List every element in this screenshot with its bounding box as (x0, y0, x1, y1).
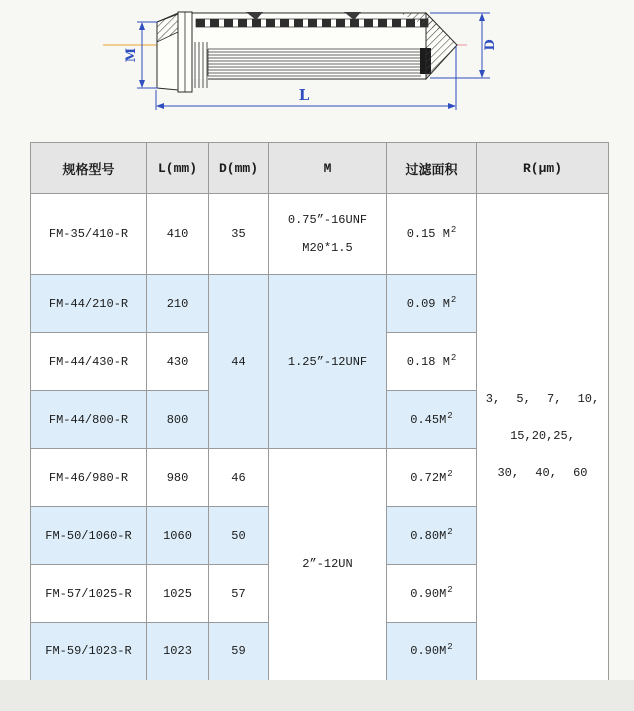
model-cell: FM-44/430-R (31, 333, 147, 391)
thread-cell: 2”-12UN (269, 449, 387, 681)
area-cell: $0.90M^2$ (387, 565, 477, 623)
dimension-m (137, 22, 158, 88)
model-cell: FM-50/1060-R (31, 507, 147, 565)
perforated-band (196, 19, 428, 27)
model-cell: FM-59/1023-R (31, 623, 147, 681)
length-cell: 800 (147, 391, 209, 449)
header-diameter: D(mm) (209, 143, 269, 194)
area-cell: $0.90M^2$ (387, 623, 477, 681)
cone-tip (426, 13, 457, 79)
model-cell: FM-44/210-R (31, 275, 147, 333)
header-area: 过滤面积 (387, 143, 477, 194)
model-cell: FM-35/410-R (31, 194, 147, 275)
header-micron: R(μm) (477, 143, 609, 194)
header-length: L(mm) (147, 143, 209, 194)
model-cell: FM-57/1025-R (31, 565, 147, 623)
diameter-cell: 46 (209, 449, 269, 507)
length-cell: 1023 (147, 623, 209, 681)
diameter-cell: 57 (209, 565, 269, 623)
length-cell: 410 (147, 194, 209, 275)
diameter-cell: 44 (209, 275, 269, 449)
area-cell: 0.09 $M^2$ (387, 275, 477, 333)
thread-cell: 0.75”-16UNF M20*1.5 (269, 194, 387, 275)
length-cell: 430 (147, 333, 209, 391)
micron-cell: 3, 5, 7, 10, 15,20,25, 30, 40, 60 (477, 194, 609, 681)
dim-label-d: D (483, 39, 498, 51)
model-cell: FM-46/980-R (31, 449, 147, 507)
filter-drawing-svg (0, 0, 634, 142)
length-cell: 980 (147, 449, 209, 507)
filter-element-drawing (0, 0, 634, 142)
model-cell: FM-44/800-R (31, 391, 147, 449)
footer-strip (0, 680, 634, 711)
diameter-cell: 59 (209, 623, 269, 681)
table-row (31, 194, 609, 275)
area-cell: $0.45M^2$ (387, 391, 477, 449)
length-cell: 1060 (147, 507, 209, 565)
area-cell: $0.72M^2$ (387, 449, 477, 507)
diameter-cell: 35 (209, 194, 269, 275)
area-cell: 0.15 $M^2$ (387, 194, 477, 275)
header-thread: M (269, 143, 387, 194)
length-cell: 1025 (147, 565, 209, 623)
length-cell: 210 (147, 275, 209, 333)
header-row (31, 143, 609, 194)
thread-cell: 1.25”-12UNF (269, 275, 387, 449)
dim-label-m: M (124, 47, 139, 63)
diameter-cell: 50 (209, 507, 269, 565)
area-cell: $0.80M^2$ (387, 507, 477, 565)
header-model: 规格型号 (31, 143, 147, 194)
spec-table (30, 142, 609, 682)
dim-label-l: L (298, 86, 310, 104)
area-cell: 0.18 $M^2$ (387, 333, 477, 391)
